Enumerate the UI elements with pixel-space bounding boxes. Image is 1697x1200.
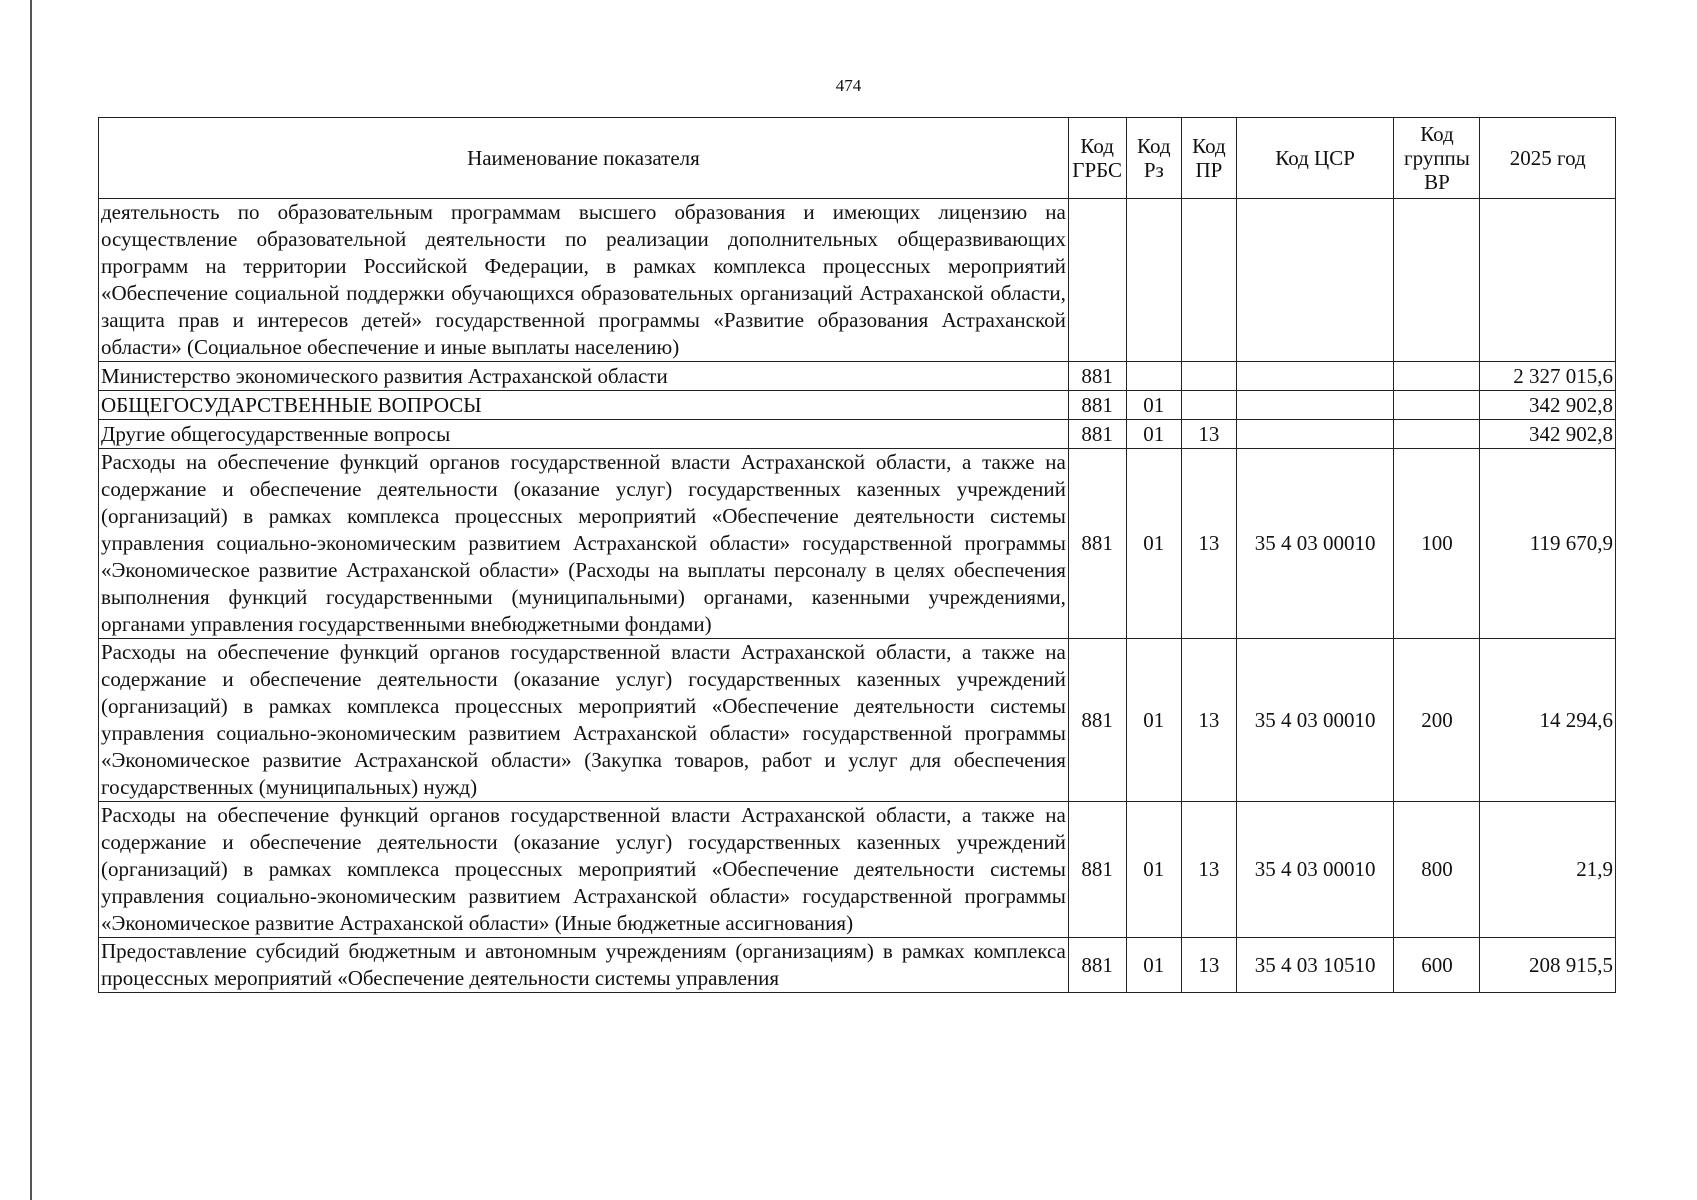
row-rz: 01 xyxy=(1126,420,1182,449)
header-rz: Код Рз xyxy=(1126,118,1182,199)
row-amount: 14 294,6 xyxy=(1480,639,1616,802)
header-year: 2025 год xyxy=(1480,118,1616,199)
row-name: деятельность по образовательным программам высшего образования и имеющих лицензию на осуществление образовательной деятельности по реализации дополнительных общеразвивающих программ на территории Российской Федерации, в рамках комплекса процессных мероприятий «Обеспечение социальной поддержки обучающихся образовательных организаций Астраханской области, защита прав и интересов детей» государственной программы «Развитие образования Астраханской области» (Социальное обеспечение и иные выплаты населению) xyxy=(99,199,1069,362)
row-rz: 01 xyxy=(1126,938,1182,993)
row-amount: 21,9 xyxy=(1480,802,1616,938)
row-vr: 800 xyxy=(1394,802,1480,938)
row-csr xyxy=(1236,391,1394,420)
row-grbs: 881 xyxy=(1068,391,1126,420)
row-grbs xyxy=(1068,199,1126,362)
row-pr xyxy=(1182,362,1237,391)
row-pr: 13 xyxy=(1182,420,1237,449)
row-pr: 13 xyxy=(1182,938,1237,993)
row-csr: 35 4 03 00010 xyxy=(1236,802,1394,938)
row-rz xyxy=(1126,199,1182,362)
row-csr xyxy=(1236,362,1394,391)
table-row xyxy=(99,362,1616,391)
row-pr: 13 xyxy=(1182,639,1237,802)
row-amount xyxy=(1480,199,1616,362)
row-name: Расходы на обеспечение функций органов государственной власти Астраханской области, а также на содержание и обеспечение деятельности (оказание услуг) государственных казенных учреждений (организаций) в рамках комплекса процессных мероприятий «Обеспечение деятельности системы управления социально-экономическим развитием Астраханской области» государственной программы «Экономическое развитие Астраханской области» (Расходы на выплаты персоналу в целях обеспечения выполнения функций государственными (муниципальными) органами, казенными учреждениями, органами управления государственными внебюджетными фондами) xyxy=(99,449,1069,639)
row-grbs: 881 xyxy=(1068,420,1126,449)
row-csr: 35 4 03 00010 xyxy=(1236,639,1394,802)
row-name: Министерство экономического развития Астраханской области xyxy=(99,362,1069,391)
row-pr: 13 xyxy=(1182,449,1237,639)
row-vr: 100 xyxy=(1394,449,1480,639)
table-row xyxy=(99,449,1616,639)
row-amount: 342 902,8 xyxy=(1480,391,1616,420)
header-name: Наименование показателя xyxy=(99,118,1069,199)
page-number: 474 xyxy=(835,76,862,95)
row-grbs: 881 xyxy=(1068,938,1126,993)
row-grbs: 881 xyxy=(1068,802,1126,938)
row-rz xyxy=(1126,362,1182,391)
row-vr xyxy=(1394,199,1480,362)
row-name: Расходы на обеспечение функций органов государственной власти Астраханской области, а также на содержание и обеспечение деятельности (оказание услуг) государственных казенных учреждений (организаций) в рамках комплекса процессных мероприятий «Обеспечение деятельности системы управления социально-экономическим развитием Астраханской области» государственной программы «Экономическое развитие Астраханской области» (Закупка товаров, работ и услуг для обеспечения государственных (муниципальных) нужд) xyxy=(99,639,1069,802)
row-vr xyxy=(1394,391,1480,420)
row-csr xyxy=(1236,199,1394,362)
table-row xyxy=(99,802,1616,938)
row-csr: 35 4 03 10510 xyxy=(1236,938,1394,993)
row-pr: 13 xyxy=(1182,802,1237,938)
row-grbs: 881 xyxy=(1068,449,1126,639)
row-name: ОБЩЕГОСУДАРСТВЕННЫЕ ВОПРОСЫ xyxy=(99,391,1069,420)
row-csr: 35 4 03 00010 xyxy=(1236,449,1394,639)
table-row xyxy=(99,938,1616,993)
row-grbs: 881 xyxy=(1068,362,1126,391)
row-name: Другие общегосударственные вопросы xyxy=(99,420,1069,449)
row-name: Расходы на обеспечение функций органов государственной власти Астраханской области, а также на содержание и обеспечение деятельности (оказание услуг) государственных казенных учреждений (организаций) в рамках комплекса процессных мероприятий «Обеспечение деятельности системы управления социально-экономическим развитием Астраханской области» государственной программы «Экономическое развитие Астраханской области» (Иные бюджетные ассигнования) xyxy=(99,802,1069,938)
row-vr: 200 xyxy=(1394,639,1480,802)
header-grbs: Код ГРБС xyxy=(1068,118,1126,199)
table-row xyxy=(99,420,1616,449)
header-csr: Код ЦСР xyxy=(1236,118,1394,199)
row-name xyxy=(99,938,1069,993)
row-amount: 342 902,8 xyxy=(1480,420,1616,449)
row-rz: 01 xyxy=(1126,639,1182,802)
row-csr xyxy=(1236,420,1394,449)
row-rz: 01 xyxy=(1126,449,1182,639)
row-vr xyxy=(1394,420,1480,449)
header-vr: Код группы ВР xyxy=(1394,118,1480,199)
row-vr: 600 xyxy=(1394,938,1480,993)
header-pr: Код ПР xyxy=(1182,118,1237,199)
page-margin-rule xyxy=(30,0,32,1200)
row-amount: 2 327 015,6 xyxy=(1480,362,1616,391)
table-header-row xyxy=(99,118,1616,199)
row-amount: 208 915,5 xyxy=(1480,938,1616,993)
row-grbs: 881 xyxy=(1068,639,1126,802)
table-row xyxy=(99,391,1616,420)
row-name-text: Предоставление субсидий бюджетным и автономным учреждениям (организациям) в рамках комплекса процессных мероприятий «Обеспечение деятельности системы управления xyxy=(101,939,1066,990)
row-pr xyxy=(1182,391,1237,420)
row-vr xyxy=(1394,362,1480,391)
table-row xyxy=(99,199,1616,362)
row-rz: 01 xyxy=(1126,802,1182,938)
row-rz: 01 xyxy=(1126,391,1182,420)
budget-table xyxy=(98,117,1616,993)
table-row xyxy=(99,639,1616,802)
row-amount: 119 670,9 xyxy=(1480,449,1616,639)
row-pr xyxy=(1182,199,1237,362)
